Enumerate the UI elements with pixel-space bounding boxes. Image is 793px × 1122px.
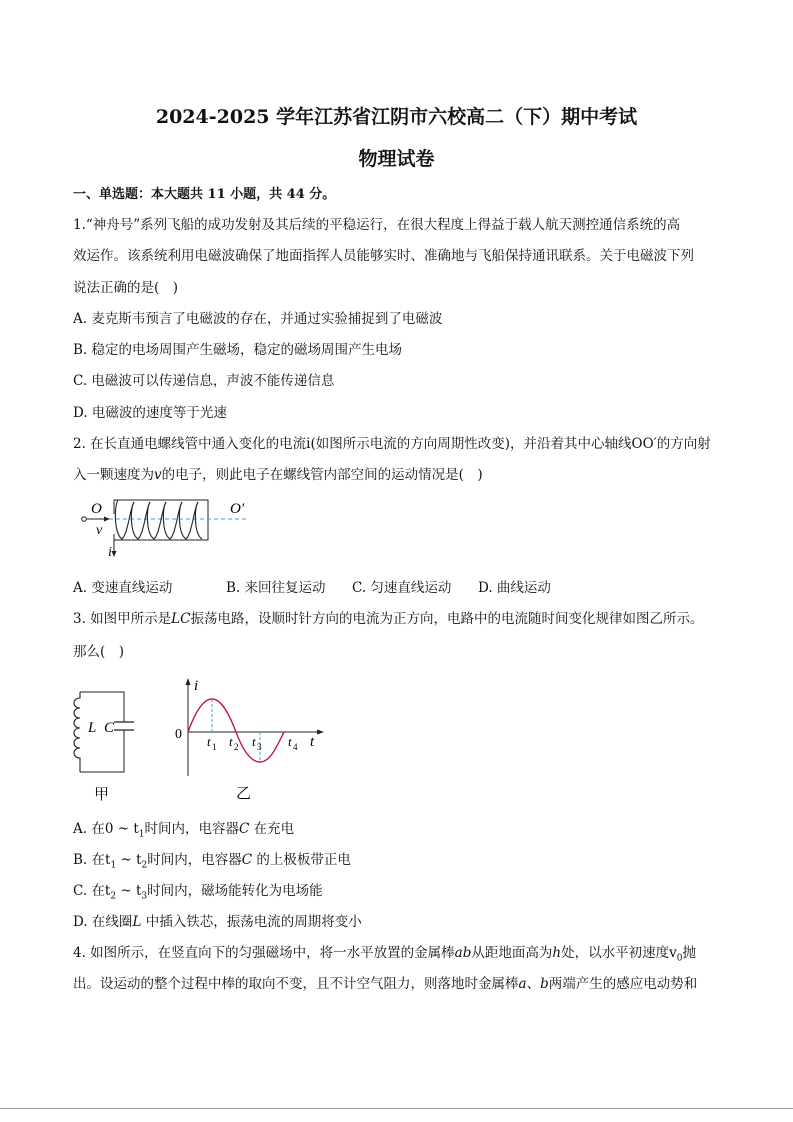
tick-t3-sub: 3: [257, 742, 262, 752]
solenoid-figure: [74, 496, 264, 562]
tick-t1-sub: 1: [212, 742, 217, 752]
q3-option-a: A. 在0 ~ $t_1$时间内，电容器C 在充电: [73, 821, 295, 840]
axis-label-i: i: [194, 678, 199, 694]
q3-stem-line1: 3. 如图甲所示是LC振荡电路，设顺时针方向的电流为正方向，电路中的电流随时间变化规律如图乙所示。: [73, 611, 704, 627]
section-heading: 一、单选题：本大题共 11 小题，共 44 分。: [73, 187, 336, 202]
page-title: 2024-2025 学年江苏省江阴市六校高二（下）期中考试: [155, 106, 638, 128]
label-v: v: [96, 523, 103, 538]
tick-t3: t: [252, 734, 256, 749]
label-O-prime: O′: [230, 501, 245, 517]
q1-stem-line2: 效运作。该系统利用电磁波确保了地面指挥人员能够实时、准确地与飞船保持通讯联系。关于电磁波下列: [73, 248, 694, 264]
lc-circuit-figure: [72, 684, 142, 804]
label-L: L: [88, 720, 97, 736]
q2-option-b: B. 来回往复运动: [226, 580, 326, 596]
tick-t2-sub: 2: [234, 742, 239, 752]
tick-t4: t: [288, 734, 292, 749]
tick-t1: t: [207, 734, 211, 749]
q2-option-d: D. 曲线运动: [478, 580, 551, 596]
current-time-graph: [170, 672, 330, 802]
q3-option-d: D. 在线圈L 中插入铁芯，振荡电流的周期将变小: [73, 914, 362, 930]
caption-yi: 乙: [236, 786, 252, 802]
caption-jia: 甲: [94, 787, 110, 803]
q2-option-c: C. 匀速直线运动: [352, 580, 452, 596]
tick-t4-sub: 4: [293, 742, 298, 752]
label-C: C: [104, 720, 115, 736]
current-curve: [188, 699, 284, 762]
label-O: O: [91, 501, 102, 517]
q2-option-a: A. 变速直线运动: [73, 580, 173, 596]
q2-stem-line2: 入一颗速度为v的电子，则此电子在螺线管内部空间的运动情况是( ): [73, 467, 483, 483]
q3-option-b: B. 在$t_1$ ~ $t_2$时间内，电容器C 的上极板带正电: [73, 852, 351, 871]
page-subtitle: 物理试卷: [358, 148, 435, 170]
q3-option-c: C. 在$t_2$ ~ $t_3$时间内，磁场能转化为电场能: [73, 883, 323, 902]
tick-t2: t: [229, 734, 233, 749]
label-i: i: [108, 545, 112, 560]
q1-stem-line3: 说法正确的是( ): [73, 280, 179, 296]
axis-label-t: t: [310, 734, 315, 750]
q1-option-a: A. 麦克斯韦预言了电磁波的存在，并通过实验捕捉到了电磁波: [73, 311, 443, 327]
q1-option-b: B. 稳定的电场周围产生磁场，稳定的磁场周围产生电场: [73, 342, 403, 358]
q1-option-c: C. 电磁波可以传递信息，声波不能传递信息: [73, 373, 335, 389]
page-bottom-divider: [0, 1108, 793, 1109]
q3-stem-line2: 那么( ): [73, 644, 125, 660]
origin-label: 0: [175, 727, 182, 742]
q4-stem-line2: 出。设运动的整个过程中棒的取向不变，且不计空气阻力，则落地时金属棒a、b两端产生的感应电动势和: [73, 976, 698, 992]
q1-option-d: D. 电磁波的速度等于光速: [73, 405, 227, 421]
q1-stem-line1: 1.“神舟号”系列飞船的成功发射及其后续的平稳运行，在很大程度上得益于载人航天测控通信系统的高: [73, 217, 681, 233]
q2-stem-line1: 2. 在长直通电螺线管中通入变化的电流i(如图所示电流的方向周期性改变)，并沿着其中心轴线OO′的方向射: [73, 436, 711, 452]
q4-stem-line1: 4. 如图所示，在竖直向下的匀强磁场中，将一水平放置的金属棒ab从距地面高为h处，以水平初速度$v_0$抛: [73, 945, 696, 964]
